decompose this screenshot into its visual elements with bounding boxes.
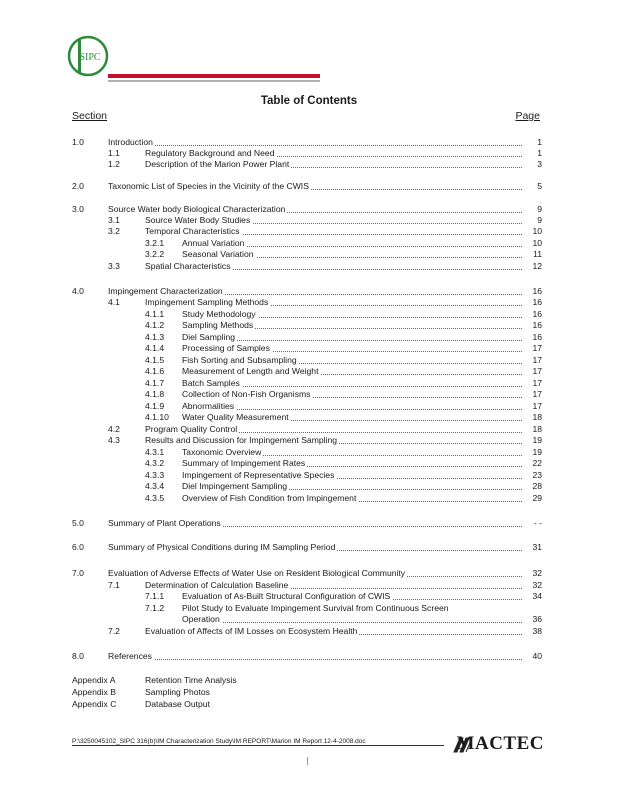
- toc-entry-page: 16: [532, 286, 542, 296]
- toc-entry[interactable]: [0, 651, 618, 662]
- appendix-label: Appendix A: [72, 675, 116, 685]
- toc-entry-number: 7.1: [108, 580, 120, 590]
- toc-entry-title: Introduction: [108, 137, 522, 148]
- toc-entry-number: 4.3: [108, 435, 120, 445]
- toc-entry-page: 12: [532, 261, 542, 271]
- toc-entry[interactable]: [0, 614, 618, 625]
- toc-entry[interactable]: [0, 261, 618, 272]
- page-column-header: Page: [515, 110, 540, 122]
- toc-entry[interactable]: [0, 378, 618, 389]
- toc-entry-page: 18: [532, 424, 542, 434]
- toc-entry[interactable]: [0, 458, 618, 469]
- toc-entry[interactable]: [0, 568, 618, 579]
- toc-entry-page: 9: [537, 215, 542, 225]
- toc-entry-page: 18: [532, 412, 542, 422]
- toc-entry-title: Regulatory Background and Need: [145, 148, 522, 159]
- toc-entry-number: 5.0: [72, 518, 84, 528]
- toc-entry-number: 4.1.1: [145, 309, 165, 319]
- toc-entry-page: 19: [532, 435, 542, 445]
- toc-entry-number: 8.0: [72, 651, 84, 661]
- toc-entry[interactable]: [0, 493, 618, 504]
- toc-entry-page: 3: [537, 159, 542, 169]
- toc-entry-page: 36: [532, 614, 542, 624]
- toc-entry-number: 4.3.4: [145, 481, 165, 491]
- toc-entry-title: Evaluation of Affects of IM Losses on Ecosystem Health: [145, 626, 522, 637]
- toc-entry-number: 4.3.5: [145, 493, 165, 503]
- toc-entry-title: Summary of Plant Operations: [108, 518, 522, 529]
- toc-entry[interactable]: [0, 181, 618, 192]
- toc-entry-page: 10: [532, 238, 542, 248]
- toc-entry-title: Source Water Body Studies: [145, 215, 522, 226]
- toc-entry-number: 3.2: [108, 226, 120, 236]
- toc-entry[interactable]: [0, 343, 618, 354]
- toc-entry[interactable]: [0, 591, 618, 602]
- toc-entry-number: 4.1.8: [145, 389, 165, 399]
- toc-entry-number: 1.0: [72, 137, 84, 147]
- toc-entry-title: Collection of Non-Fish Organisms: [182, 389, 522, 400]
- toc-entry-title: Diel Sampling: [182, 332, 522, 343]
- toc-entry-title: Water Quality Measurement: [182, 412, 522, 423]
- toc-entry-page: 17: [532, 366, 542, 376]
- toc-entry-page: 19: [532, 447, 542, 457]
- toc-entry-page: 17: [532, 378, 542, 388]
- toc-entry-title: Impingement Characterization: [108, 286, 522, 297]
- appendix-label: Appendix B: [72, 687, 116, 697]
- section-column-header: Section: [72, 110, 108, 122]
- toc-entry-number: 7.2: [108, 626, 120, 636]
- appendix-title[interactable]: Database Output: [145, 699, 210, 709]
- toc-entry-number: 4.1: [108, 297, 120, 307]
- toc-entry-page: 10: [532, 226, 542, 236]
- toc-entry-title: Impingement of Representative Species: [182, 470, 522, 481]
- toc-entry[interactable]: [0, 159, 618, 170]
- toc-entry-title: Sampling Methods: [182, 320, 522, 331]
- toc-entry-page: 32: [532, 580, 542, 590]
- toc-entry-number: 4.3.2: [145, 458, 165, 468]
- toc-entry[interactable]: [0, 412, 618, 423]
- toc-entry-number: 3.2.1: [145, 238, 165, 248]
- toc-entry[interactable]: [0, 297, 618, 308]
- toc-entry-title: Fish Sorting and Subsampling: [182, 355, 522, 366]
- toc-entry-title: Evaluation of As-Built Structural Configuration of CWIS: [182, 591, 522, 602]
- toc-entry-page: 31: [532, 542, 542, 552]
- toc-entry-page: 17: [532, 355, 542, 365]
- header-grey-rule: [108, 80, 320, 82]
- toc-entry[interactable]: [0, 226, 618, 237]
- toc-entry-page: 1: [537, 148, 542, 158]
- toc-entry-page: 28: [532, 481, 542, 491]
- footer-path: P:\3250045102_SIPC 316(b)\IM Characterization Study\IM REPORT\Marion IM Report 12-4-2008.doc: [72, 738, 369, 745]
- toc-entry-title: Pilot Study to Evaluate Impingement Survival from Continuous Screen: [182, 603, 449, 613]
- appendix-label: Appendix C: [72, 699, 117, 709]
- toc-entry-page: - -: [533, 518, 542, 528]
- toc-entry[interactable]: [0, 309, 618, 320]
- toc-entry[interactable]: [0, 148, 618, 159]
- toc-entry-number: 4.1.7: [145, 378, 165, 388]
- page-mark: [307, 757, 308, 765]
- toc-entry-page: 17: [532, 343, 542, 353]
- toc-entry[interactable]: [0, 542, 618, 553]
- toc-entry[interactable]: [0, 355, 618, 366]
- toc-entry-title: Diel Impingement Sampling: [182, 481, 522, 492]
- toc-entry-page: 5: [537, 181, 542, 191]
- toc-entry-number: 4.3.3: [145, 470, 165, 480]
- toc-entry[interactable]: [0, 215, 618, 226]
- toc-entry-page: 16: [532, 297, 542, 307]
- toc-entry-page: 38: [532, 626, 542, 636]
- toc-entry[interactable]: [0, 580, 618, 591]
- footer-rule: [72, 745, 444, 746]
- toc-entry-number: 4.1.2: [145, 320, 165, 330]
- toc-entry-number: 4.1.5: [145, 355, 165, 365]
- toc-entry[interactable]: [0, 366, 618, 377]
- toc-entry-title: Spatial Characteristics: [145, 261, 522, 272]
- toc-entry[interactable]: [0, 470, 618, 481]
- toc-entry-number: 4.3.1: [145, 447, 165, 457]
- toc-entry-page: 16: [532, 320, 542, 330]
- toc-entry[interactable]: [0, 238, 618, 249]
- toc-entry-page: 9: [537, 204, 542, 214]
- toc-entry-page: 34: [532, 591, 542, 601]
- toc-entry-title: Summary of Physical Conditions during IM Sampling Period: [108, 542, 522, 553]
- toc-entry-page: 11: [533, 249, 542, 259]
- toc-entry[interactable]: [0, 626, 618, 637]
- toc-entry-page: 16: [532, 309, 542, 319]
- toc-entry-number: 7.1.2: [145, 603, 165, 613]
- toc-entry-number: 3.3: [108, 261, 120, 271]
- toc-entry-page: 23: [532, 470, 542, 480]
- toc-entry-title: Temporal Characteristics: [145, 226, 522, 237]
- toc-entry-title: Taxonomic List of Species in the Vicinity of the CWIS: [108, 181, 522, 192]
- header-red-rule: [108, 74, 320, 78]
- toc-entry-number: 4.2: [108, 424, 120, 434]
- toc-entry-title: Annual Variation: [182, 238, 522, 249]
- toc-entry-title: Measurement of Length and Weight: [182, 366, 522, 377]
- toc-entry-title: Source Water body Biological Characterization: [108, 204, 522, 215]
- toc-entry[interactable]: [0, 481, 618, 492]
- toc-entry-number: 3.0: [72, 204, 84, 214]
- toc-entry-page: 22: [532, 458, 542, 468]
- toc-entry[interactable]: [0, 518, 618, 529]
- toc-entry-number: 1.1: [108, 148, 120, 158]
- toc-entry[interactable]: [0, 286, 618, 297]
- toc-entry-title: Results and Discussion for Impingement Sampling: [145, 435, 522, 446]
- toc-entry-number: 4.1.10: [145, 412, 169, 422]
- toc-entry-number: 6.0: [72, 542, 84, 552]
- toc-entry-title: Taxonomic Overview: [182, 447, 522, 458]
- toc-entry-number: 7.1.1: [145, 591, 165, 601]
- toc-entry-number: 3.2.2: [145, 249, 165, 259]
- sipc-logo: [66, 34, 110, 78]
- toc-entry-title: Processing of Samples: [182, 343, 522, 354]
- toc-entry[interactable]: [0, 204, 618, 215]
- toc-entry[interactable]: [0, 332, 618, 343]
- toc-entry-page: 16: [532, 332, 542, 342]
- toc-entry-title: Seasonal Variation: [182, 249, 522, 260]
- appendix-title[interactable]: Retention Time Analysis: [145, 675, 237, 685]
- mactec-brand: MACTEC: [456, 733, 544, 754]
- toc-entry-title: Operation: [182, 614, 522, 625]
- page-title: Table of Contents: [260, 95, 358, 107]
- toc-entry[interactable]: [0, 603, 618, 614]
- toc-entry-title: Study Methodology: [182, 309, 522, 320]
- toc-entry-title: Abnormalities: [182, 401, 522, 412]
- toc-entry-page: 17: [532, 401, 542, 411]
- toc-entry-page: 17: [532, 389, 542, 399]
- logo-text: SIPC: [79, 52, 101, 63]
- toc-entry[interactable]: [0, 320, 618, 331]
- toc-entry-number: 4.1.3: [145, 332, 165, 342]
- toc-entry[interactable]: [0, 447, 618, 458]
- toc-entry[interactable]: [0, 401, 618, 412]
- toc-entry-number: 2.0: [72, 181, 84, 191]
- toc-entry[interactable]: [0, 424, 618, 435]
- toc-entry-page: 32: [532, 568, 542, 578]
- toc-entry[interactable]: [0, 435, 618, 446]
- toc-entry[interactable]: [0, 249, 618, 260]
- toc-entry-number: 4.0: [72, 286, 84, 296]
- toc-entry[interactable]: [0, 137, 618, 148]
- toc-entry-title: References: [108, 651, 522, 662]
- toc-entry-title: Overview of Fish Condition from Impingement: [182, 493, 522, 504]
- toc-entry-number: 1.2: [108, 159, 120, 169]
- toc-entry-title: Summary of Impingement Rates: [182, 458, 522, 469]
- toc-entry-title: Program Quality Control: [145, 424, 522, 435]
- toc-entry-page: 40: [532, 651, 542, 661]
- toc-entry-title: Batch Samples: [182, 378, 522, 389]
- toc-entry-number: 7.0: [72, 568, 84, 578]
- toc-entry-number: 3.1: [108, 215, 120, 225]
- appendix-title[interactable]: Sampling Photos: [145, 687, 210, 697]
- toc-entry-number: 4.1.9: [145, 401, 165, 411]
- toc-entry-page: 29: [532, 493, 542, 503]
- toc-entry-title: Evaluation of Adverse Effects of Water Use on Resident Biological Community: [108, 568, 522, 579]
- toc-entry-page: 1: [537, 137, 542, 147]
- toc-entry[interactable]: [0, 389, 618, 400]
- toc-entry-title: Description of the Marion Power Plant: [145, 159, 522, 170]
- toc-entry-number: 4.1.4: [145, 343, 165, 353]
- toc-entry-title: Impingement Sampling Methods: [145, 297, 522, 308]
- toc-entry-title: Determination of Calculation Baseline: [145, 580, 522, 591]
- toc-entry-number: 4.1.6: [145, 366, 165, 376]
